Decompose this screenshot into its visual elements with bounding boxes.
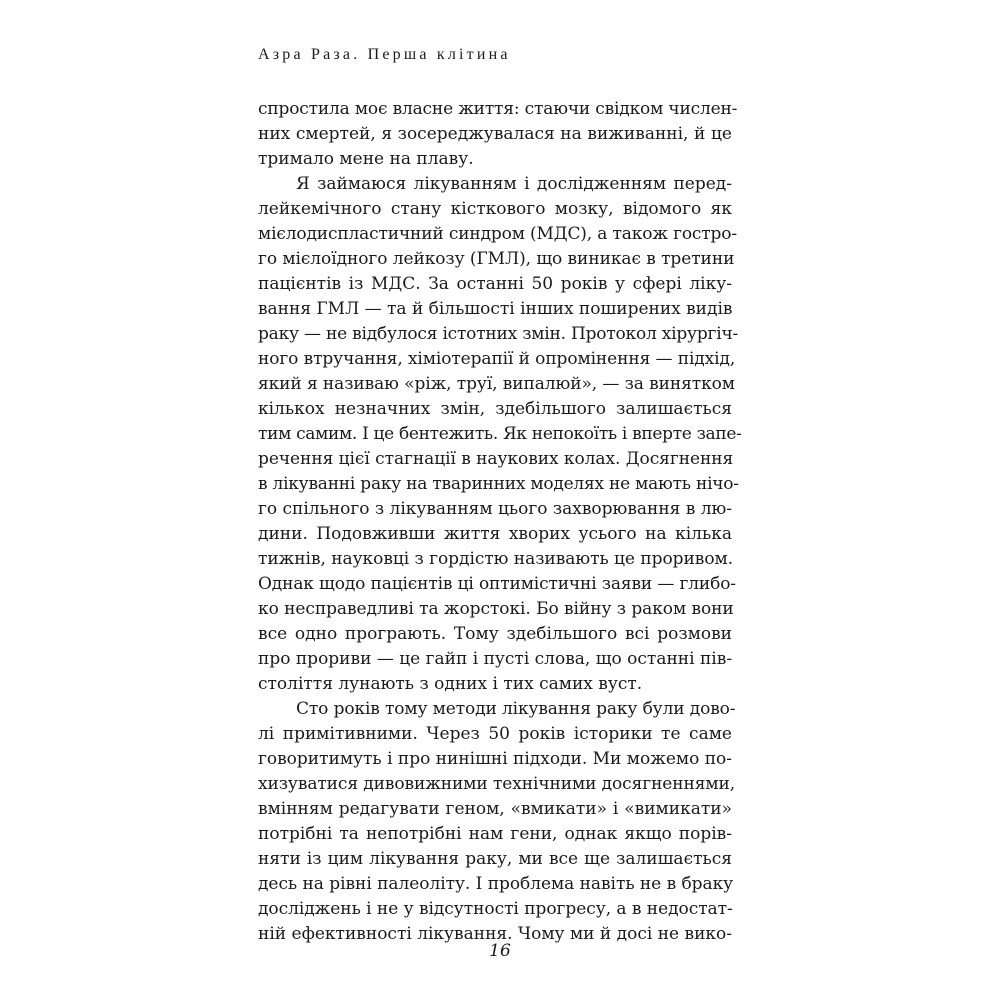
text-line: лейкемічного стану кісткового мозку, відомого як [258,199,732,219]
text-line: речення цієї стагнації в наукових колах. Досягнення [258,449,734,469]
text-line: раку — не відбулося істотних змін. Протокол хірургіч- [258,324,739,344]
text-line: тим самим. І це бентежить. Як непокоїть і вперте запе- [258,424,742,444]
paragraph-first-line: Я займаюся лікуванням і дослідженням перед- [296,174,732,194]
text-line: дини. Подовживши життя хворих усього на кілька [258,524,732,544]
text-line: ко несправедливі та жорстокі. Бо війну з раком вони [258,599,734,619]
text-line: тримало мене на плаву. [258,149,474,169]
text-line: го мієлоїдного лейкозу (ГМЛ), що виникає в третини [258,249,735,269]
running-head: Азра Раза. Перша клітина [258,46,511,63]
text-line: все одно програють. Тому здебільшого всі розмови [258,624,732,644]
text-line: ній ефективності лікування. Чому ми й досі не вико- [258,924,733,944]
text-line: говоритимуть і про нинішні підходи. Ми можемо по- [258,749,732,769]
text-line: досліджень і не у відсутності прогресу, а в недостат- [258,899,733,919]
text-line: ного втручання, хіміотерапії й опромінення — підхід, [258,349,736,369]
text-line: Однак щодо пацієнтів ці оптимістичні заяви — глибо- [258,574,736,594]
text-line: кількох незначних змін, здебільшого залишається [258,399,732,419]
text-line: потрібні та непотрібні нам гени, однак якщо порів- [258,824,732,844]
text-line: який я називаю «ріж, труї, випалюй», — за винятком [258,374,735,394]
text-line: хизуватися дивовижними технічними досягненнями, [258,774,736,794]
text-line: мієлодиспластичний синдром (МДС), а також гостро- [258,224,737,244]
text-line: вання ГМЛ — та й більшості інших поширених видів [258,299,733,319]
text-line: про прориви — це гайп і пусті слова, що останні пів- [258,649,733,669]
text-line: в лікуванні раку на тваринних моделях не мають нічо- [258,474,739,494]
page-number: 16 [489,941,511,961]
text-line: спростила моє власне життя: стаючи свідком числен- [258,99,738,119]
text-line: них смертей, я зосереджувалася на виживанні, й це [258,124,732,144]
text-line: тижнів, науковці з гордістю називають це проривом. [258,549,734,569]
text-line: десь на рівні палеоліту. І проблема навіть не в браку [258,874,734,894]
text-line: го спільного з лікуванням цього захворювання в лю- [258,499,733,519]
text-line: століття лунають з одних і тих самих вуст. [258,674,643,694]
paragraph-first-line: Сто років тому методи лікування раку були дово- [296,699,736,719]
text-line: лі примітивними. Через 50 років історики те саме [258,724,732,744]
text-line: пацієнтів із МДС. За останні 50 років у сфері ліку- [258,274,732,294]
text-line: вмінням редагувати геном, «вмикати» і «вимикати» [258,799,732,819]
text-line: няти із цим лікування раку, ми все ще залишається [258,849,732,869]
